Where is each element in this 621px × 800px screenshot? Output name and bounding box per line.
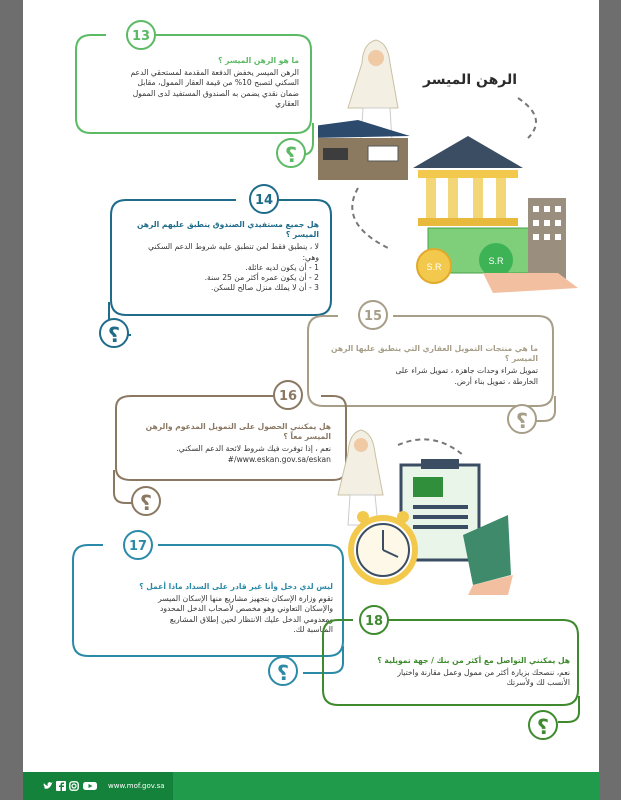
question-number: 15: [358, 300, 388, 330]
question-number: 16: [273, 380, 303, 410]
question-number: 17: [123, 530, 153, 560]
faq-answer: ما هي منتجات التمويل العقاري التي ينطبق عليها الرهن الميسر ؟ تمويل شراء وحدات جاهزة ، تمويل شراء على الخارطة ، تمويل بناء أرض.: [331, 344, 538, 386]
question-mark-icon: ؟: [99, 318, 129, 348]
question-mark-icon: ؟: [276, 138, 306, 168]
cash-label: S.R: [488, 256, 504, 266]
bank-icon: [413, 136, 523, 226]
faq-answer: ليس لدي دخل وأنا غير قادر على السداد ماذا أعمل ؟ تقوم وزارة الإسكان بتجهيز مشاريع منها الإسكان الميسر والإسكان التعاوني وهو مخصص لأصحاب الدخل المحدود ومعدومي الدخل عليك الانتظار لحين إطلاق المشاريع المناسبة لك.: [139, 582, 333, 634]
question-number: 18: [359, 605, 389, 635]
clock-icon: [351, 511, 415, 582]
instagram-icon[interactable]: [69, 781, 79, 791]
coin-label: S.R: [426, 262, 442, 272]
footer-social: [23, 772, 173, 800]
facebook-icon[interactable]: [56, 781, 66, 791]
question-mark-icon: ؟: [131, 486, 161, 516]
faq-card-16: [71, 378, 346, 523]
man-figure: [338, 430, 383, 525]
time-illustration: [323, 425, 513, 595]
faq-card-13: [71, 18, 343, 173]
youtube-icon[interactable]: [83, 781, 97, 791]
faq-answer: هل يمكنني التواصل مع أكثر من بنك / جهة تمويلية ؟ نعم، ننصحك بزيارة أكثر من ممول وعمل مقارنة واختيار الأنسب لك ولأسرتك: [377, 656, 570, 688]
faq-card-17: [63, 528, 348, 693]
mortgage-illustration: [318, 38, 578, 303]
infographic-page: [23, 0, 599, 800]
faq-answer: هل يمكنني الحصول على التمويل المدعوم والرهن الميسر معاً ؟ نعم ، إذا توفرت فيك شروط لائحة الدعم السكني. www.eskan.gov.sa/eskan/#: [145, 422, 331, 464]
question-number: 13: [126, 20, 156, 50]
house-icon: [318, 120, 410, 180]
question-number: 14: [249, 184, 279, 214]
question-mark-icon: ؟: [507, 404, 537, 434]
question-mark-icon: ؟: [528, 710, 558, 740]
twitter-icon[interactable]: [43, 781, 53, 791]
question-mark-icon: ؟: [268, 656, 298, 686]
faq-card-18: [313, 600, 598, 750]
page-title: الرهن الميسر: [423, 72, 518, 88]
website-link[interactable]: www.mof.gov.sa: [108, 782, 165, 790]
faq-answer: هل جميع مستفيدي الصندوق ينطبق عليهم الرهن الميسر ؟ لا ، ينطبق فقط لمن تنطبق عليه شروط الدعم السكني وهي: 1 - أن يكون لديه عائلة. 2 - أن يكون عمره أكثر من 25 سنة. 3 - أن لا يملك منزل صالح للسكن.: [136, 220, 319, 293]
faq-answer: ما هو الرهن الميسر ؟ الرهن الميسر يخفض الدفعة المقدمة لمستحقي الدعم السكني لتصبح 10% من قيمة العقار الممول، مقابل ضمان نقدي يضمن به الصندوق المستفيد لدى الممول العقاري: [130, 56, 299, 108]
footer-bar: [23, 772, 599, 800]
